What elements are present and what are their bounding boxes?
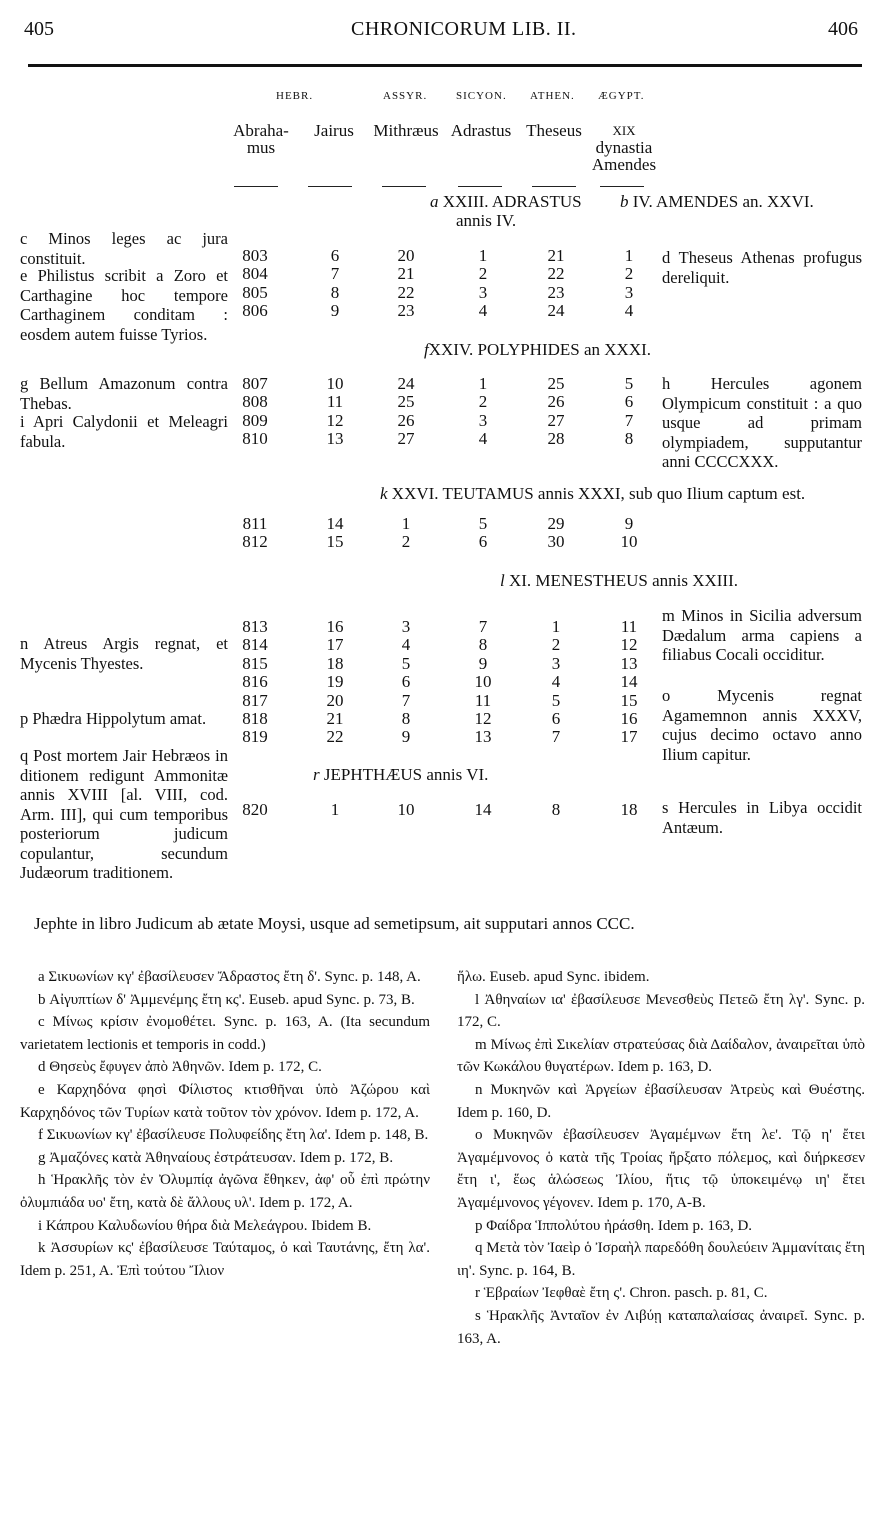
table-cell: 17 [620,727,638,747]
footnote: ἥλω. Euseb. apud Sync. ibidem. [457,969,650,985]
table-cell: 21 [326,709,344,728]
reign-polyphides: fXXIV. POLYPHIDES an XXXI. [424,340,652,359]
page-number-right: 406 [828,18,858,40]
table-cell: 30 [547,532,565,552]
table-cell: 22 [547,264,565,284]
table-cell: 10 [620,532,638,552]
table-cell: 803 [242,246,268,265]
table-cell: 17 [326,635,344,655]
table-cell: 2 [551,635,561,655]
table-cell: 24 [397,374,415,393]
table-cell: 11 [326,392,344,412]
table-cell: 3 [478,282,488,302]
table-cell: 21 [397,264,415,284]
footnote: f Σικυωνίων κγ' ἐβασίλευσε Πολυφείδης ἔτη λα'. Idem p. 148, B. [38,1127,429,1144]
table-cell: 12 [474,709,492,728]
table-cell: 9 [624,514,634,533]
reign-adrastus-years: annis IV. [456,211,517,230]
table-cell: 11 [620,617,638,636]
table-cell: 8 [478,635,488,655]
note-n: n Atreus Argis regnat, et Mycenis Thyestes. [20,634,228,673]
column-name-jairus: Jairus [314,121,354,140]
group-header-assyr: ASSYR. [383,90,428,102]
table-cell: 9 [330,301,340,321]
reign-jephthaeus: r JEPHTHÆUS annis VI. [313,765,489,784]
table-cell: 10 [474,672,492,692]
column-rule [382,186,426,187]
footnote: m Μίνως ἐπὶ Σικελίαν στρατεύσας διὰ Δαίδαλον, ἀναιρεῖται ὑπὸ τῶν Κωκάλου θυγατέρων. Idem p. 163, D. [457,1036,865,1076]
table-cell: 5 [401,653,411,673]
table-cell: 7 [401,690,411,710]
table-cell: 16 [620,709,638,728]
table-cell: 804 [242,264,268,284]
table-cell: 26 [547,392,565,412]
table-cell: 28 [547,429,565,449]
footnote: h Ἡρακλῆς τὸν ἐν Ὀλυμπίᾳ ἀγῶνα ἔθηκεν, ἀφ' οὗ ἐπὶ πρώτην ὀλυμπιάδα υο' ἔτη, κατὰ δὲ ἄλλους υλ'. Idem p. 172, A. [20,1172,430,1211]
table-cell: 10 [326,374,344,393]
table-cell: 6 [330,246,340,265]
table-cell: 2 [401,532,411,552]
table-cell: 2 [624,264,634,284]
table-cell: 20 [326,690,344,710]
footnote: r Ἑβραίων Ἰεφθαὲ ἔτη ς'. Chron. pasch. p. 81, C. [475,1285,768,1302]
table-cell: 7 [624,410,634,430]
note-p: p Phædra Hippolytum amat. [20,709,207,728]
footnote: b Αἰγυπτίων δ' Ἀμμενέμης ἔτη κς'. Euseb. apud Sync. p. 73, B. [38,991,415,1008]
group-header-athen: ATHEN. [530,90,575,102]
table-cell: 816 [242,672,268,692]
table-cell: 2 [478,264,488,284]
table-cell: 817 [242,690,268,710]
table-cell: 1 [551,617,561,636]
reign-adrastus: a XXIII. ADRASTUS [430,192,582,211]
table-cell: 12 [326,410,344,430]
table-cell: 8 [401,709,411,728]
footnote: l Ἀθηναίων ια' ἐβασίλευσε Μενεσθεὺς Πετεῶ ἔτη λγ'. Sync. p. 172, C. [457,991,865,1031]
table-cell: 9 [478,653,488,673]
table-cell: 5 [478,514,488,533]
table-cell: 26 [397,410,415,430]
table-cell: 5 [551,690,561,710]
note-i: i Apri Calydonii et Meleagri fabula. [20,412,228,451]
table-cell: 13 [620,653,638,673]
table-cell: 4 [478,429,488,449]
table-cell: 812 [242,532,268,552]
table-cell: 3 [401,617,411,636]
footnote: a Σικυωνίων κγ' ἐβασίλευσεν Ἄδραστος ἔτη δ'. Sync. p. 148, A. [38,969,421,985]
note-e: e Philistus scribit a Zoro et Carthagine hoc tempore Carthaginem conditam : eosdem autem fuisse Tyrios. [20,266,228,344]
table-cell: 1 [478,374,488,393]
table-cell: 8 [551,800,561,819]
table-cell: 23 [547,282,565,302]
column-name-adrastus: Adrastus [450,121,512,140]
group-header-hebr: HEBR. [276,90,314,102]
table-cell: 14 [474,800,492,819]
table-cell: 1 [624,246,634,265]
footnote: c Μίνως κρίσιν ἐνομοθέτει. Sync. p. 163, A. (Ita secundum varietatem lectionis et temporis in codd.) [20,1014,430,1053]
table-cell: 24 [547,301,565,321]
table-cell: 14 [620,672,638,692]
footnote: i Κάπρου Καλυδωνίου θήρα διὰ Μελεάγρου. Ibidem B. [38,1217,372,1234]
table-cell: 27 [547,410,565,430]
column-name-amendes: XIX dynastia Amendes [591,123,657,174]
footnote: e Καρχηδόνα φησὶ Φίλιστος κτισθῆναι ὑπὸ Ἀζώρου καὶ Καρχηδόνος τῶν Τυρίων κατὰ τοῦτον τὸν χρόνον. Idem p. 172, A. [20,1081,430,1121]
note-s: s Hercules in Libya occidit Antæum. [662,798,862,837]
footnote: d Θησεὺς ἔφυγεν ἀπὸ Ἀθηνῶν. Idem p. 172, C. [38,1059,322,1076]
table-cell: 20 [397,246,415,265]
table-cell: 806 [242,301,268,321]
footnote: n Μυκηνῶν καὶ Ἀργείων ἐβασίλευσαν Ἀτρεὺς καὶ Θυέστης. Idem p. 160, D. [457,1081,865,1121]
table-cell: 811 [242,514,268,533]
column-rule [234,186,278,187]
column-rule [458,186,502,187]
table-cell: 14 [326,514,344,533]
table-cell: 3 [551,653,561,673]
table-cell: 13 [326,429,344,449]
table-cell: 1 [401,514,411,533]
page-number-left: 405 [24,18,54,40]
table-cell: 27 [397,429,415,449]
table-cell: 809 [242,410,268,430]
table-cell: 25 [397,392,415,412]
table-cell: 7 [330,264,340,284]
table-cell: 6 [624,392,634,412]
jephte-line: Jephte in libro Judicum ab ætate Moysi, usque ad semetipsum, ait supputari annos CCC. [34,914,635,933]
table-cell: 6 [551,709,561,728]
note-o: o Mycenis regnat Agamemnon annis XXXV, cujus decimo octavo anno Ilium capitur. [662,686,862,764]
table-cell: 8 [624,429,634,449]
reign-menestheus: l XI. MENESTHEUS annis XXIII. [500,571,738,590]
footnote: g Ἀμαζόνες κατὰ Ἀθηναίους ἐστράτευσαν. Idem p. 172, B. [38,1149,394,1166]
table-cell: 7 [478,617,488,636]
group-header-sicyon: SICYON. [456,90,507,102]
note-q: q Post mortem Jair Hebræos in ditionem redigunt Ammonitæ annis XVIII [al. VIII, cod. Arm. III], qui cum temporibus posteriorum judicum copulantur, secundum Judæorum traditionem. [20,746,228,882]
table-cell: 810 [242,429,268,449]
table-cell: 819 [242,727,268,747]
footnote: k Ἀσσυρίων κς' ἐβασίλευσε Ταύταμος, ὁ καὶ Ταυτάνης, ἔτη λα'. Idem p. 251, A. Ἐπὶ τούτου Ἴλιον [20,1240,430,1279]
note-m: m Minos in Sicilia adversum Dædalum arma capiens a filiabus Cocali occiditur. [662,606,862,664]
column-name-abraham: Abraha- mus [233,121,289,157]
table-cell: 10 [397,800,415,819]
table-cell: 3 [624,282,634,302]
table-cell: 818 [242,709,268,728]
header-rule [28,64,862,67]
table-cell: 19 [326,672,344,692]
note-d: d Theseus Athenas profugus dereliquit. [662,248,862,287]
table-cell: 18 [326,653,344,673]
table-cell: 4 [401,635,411,655]
table-cell: 12 [620,635,638,655]
table-cell: 21 [547,246,565,265]
column-rule [308,186,352,187]
table-cell: 2 [478,392,488,412]
table-cell: 820 [242,800,268,819]
table-cell: 23 [397,301,415,321]
footnotes-right [457,966,865,1350]
table-cell: 13 [474,727,492,747]
table-cell: 22 [326,727,344,747]
table-cell: 1 [478,246,488,265]
table-cell: 15 [620,690,638,710]
table-cell: 815 [242,653,268,673]
column-name-theseus: Theseus [526,121,582,140]
group-header-aegypt: ÆGYPT. [598,90,645,102]
table-cell: 11 [474,690,492,710]
note-g: g Bellum Amazonum contra Thebas. [20,374,228,413]
table-cell: 3 [478,410,488,430]
table-cell: 15 [326,532,344,552]
table-cell: 6 [478,532,488,552]
footnote: q Μετὰ τὸν Ἰαεὶρ ὁ Ἰσραὴλ παρεδόθη δουλεύειν Ἀμμανίταις ἔτη ιη'. Sync. p. 164, B. [457,1240,865,1279]
reign-teutamus: k XXVI. TEUTAMUS annis XXXI, sub quo Ilium captum est. [380,484,806,503]
table-cell: 813 [242,617,268,636]
table-cell: 808 [242,392,268,412]
table-cell: 8 [330,282,340,302]
table-cell: 7 [551,727,561,747]
running-title: CHRONICORUM LIB. II. [351,18,577,40]
column-name-mithraeus: Mithræus [373,121,439,140]
table-cell: 814 [242,635,268,655]
note-c: c Minos leges ac jura constituit. [20,229,228,268]
table-cell: 6 [401,672,411,692]
table-cell: 4 [551,672,561,692]
footnote: o Μυκηνῶν ἐβασίλευσεν Ἀγαμέμνων ἔτη λε'. Τῷ η' ἔτει Ἀγαμέμνονος ὁ κατὰ τῆς Τροίας ἤρξατο πόλεμος, καὶ διήρκεσεν ἔτη ι', ἕως ἁλώσεως Ἰλίου, ἥτις τῷ ὑποκειμένῳ ιη' ἔτει Ἀγαμέμνονος γέγονεν. Idem p. 170, A-B. [457,1127,865,1211]
column-rule [600,186,644,187]
footnotes-left [20,966,430,1282]
table-cell: 18 [620,800,638,819]
reign-amendes: b IV. AMENDES an. XXVI. [620,192,814,211]
table-cell: 805 [242,282,268,302]
table-cell: 29 [547,514,565,533]
table-cell: 22 [397,282,415,302]
table-cell: 807 [242,374,268,393]
table-cell: 5 [624,374,634,393]
table-cell: 1 [330,800,340,819]
footnote: s Ἡρακλῆς Ἀνταῖον ἐν Λιβύῃ καταπαλαίσας ἀναιρεῖ. Sync. p. 163, A. [457,1307,865,1347]
column-rule [532,186,576,187]
table-cell: 16 [326,617,344,636]
table-cell: 25 [547,374,565,393]
note-h: h Hercules agonem Olympicum constituit : a quo usque ad primam olympiadem, supputantur anni CCCCXXX. [662,374,862,471]
footnote: p Φαίδρα Ἱππολύτου ἠράσθη. Idem p. 163, D. [475,1217,753,1234]
table-cell: 4 [624,301,634,321]
table-cell: 9 [401,727,411,747]
table-cell: 4 [478,301,488,321]
